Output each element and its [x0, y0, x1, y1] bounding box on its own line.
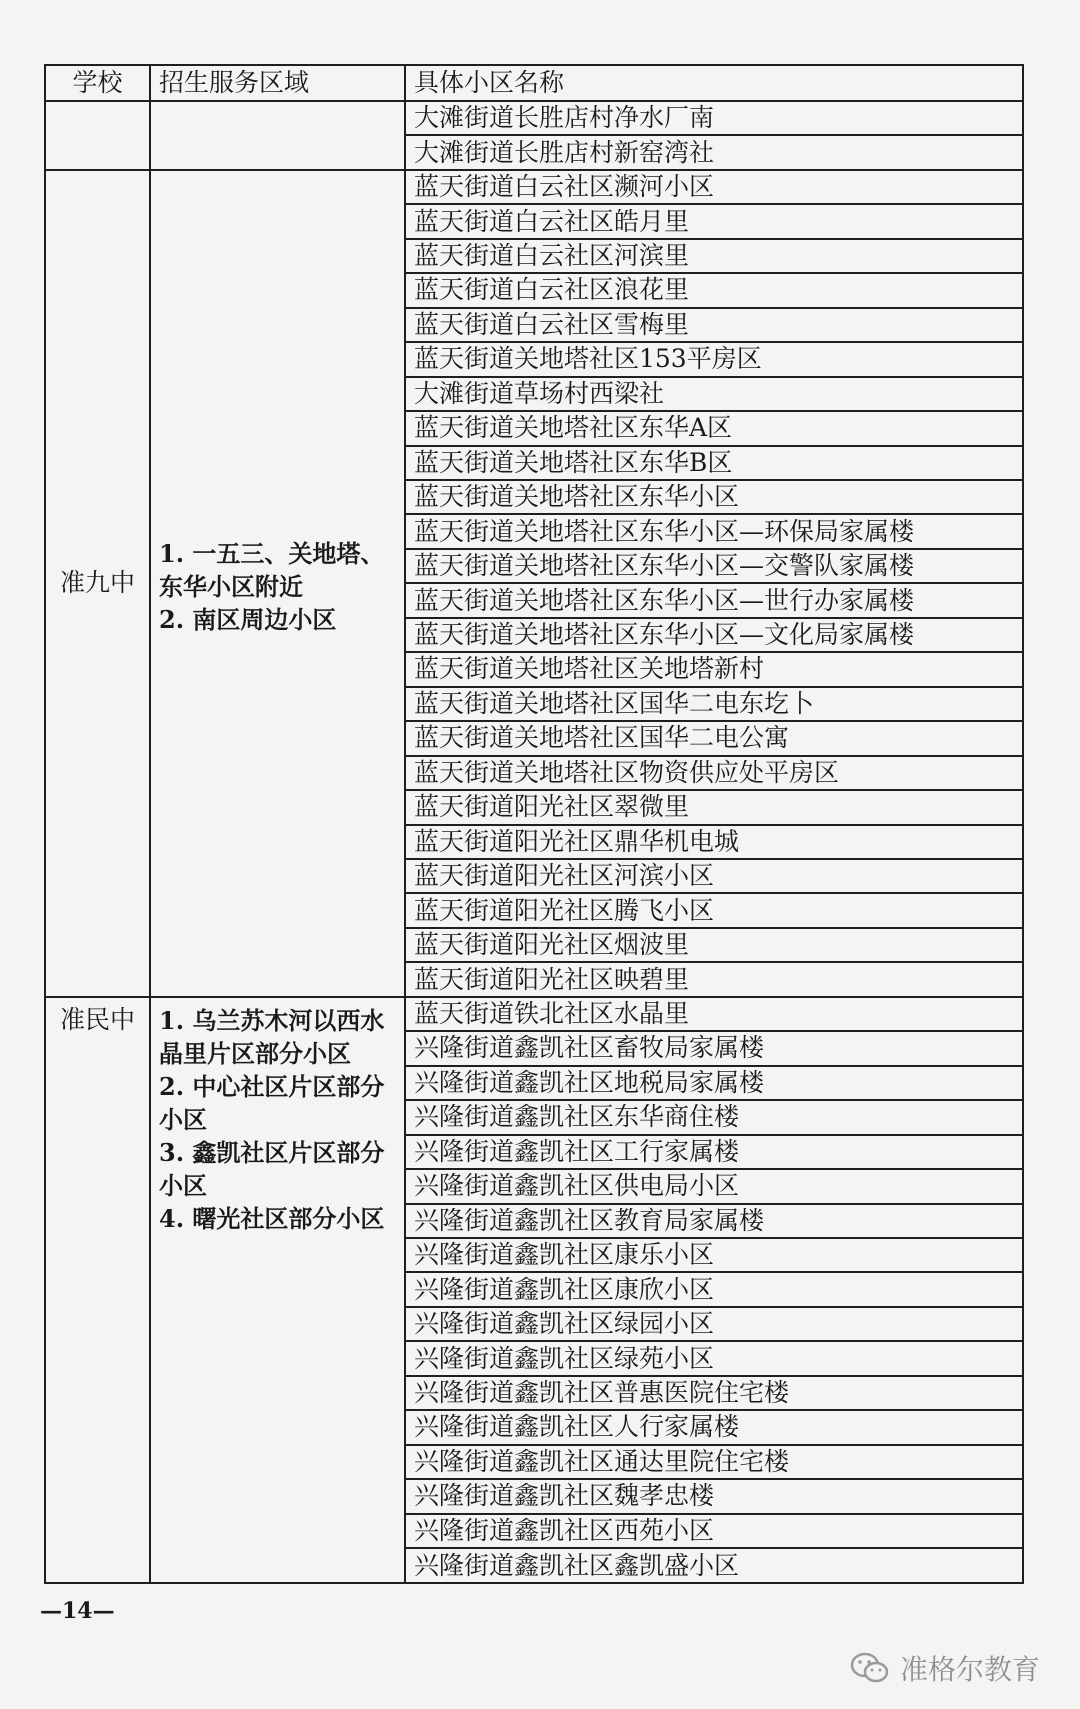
watermark-text: 准格尔教育 [899, 1653, 1040, 1686]
community-name-cell: 蓝天街道白云社区雪梅里 [405, 308, 1023, 342]
community-name-cell: 兴隆街道鑫凯社区人行家属楼 [405, 1410, 1023, 1444]
header-school: 学校 [45, 65, 150, 101]
school-cell: 准民中 [45, 997, 150, 1583]
table-header-row [45, 65, 1023, 101]
area-line: 2. 中心社区片区部分 [159, 1071, 385, 1101]
school-cell [45, 101, 150, 170]
community-name-cell: 蓝天街道白云社区皓月里 [405, 204, 1023, 238]
community-name-cell: 蓝天街道关地塔社区物资供应处平房区 [405, 756, 1023, 790]
community-name-cell: 蓝天街道阳光社区河滨小区 [405, 859, 1023, 893]
area-line: 4. 曙光社区部分小区 [159, 1203, 385, 1233]
community-name-cell: 大滩街道长胜店村新窑湾社 [405, 135, 1023, 169]
community-name-cell: 蓝天街道关地塔社区国华二电公寓 [405, 721, 1023, 755]
header-name: 具体小区名称 [405, 65, 1023, 101]
community-name-cell: 蓝天街道关地塔社区153平房区 [405, 342, 1023, 376]
area-line: 1. 一五三、关地塔、 [159, 538, 385, 568]
community-name-cell: 蓝天街道关地塔社区东华小区—世行办家属楼 [405, 583, 1023, 617]
community-name-cell: 兴隆街道鑫凯社区工行家属楼 [405, 1135, 1023, 1169]
community-name-cell: 兴隆街道鑫凯社区教育局家属楼 [405, 1204, 1023, 1238]
community-name-cell: 兴隆街道鑫凯社区魏孝忠楼 [405, 1479, 1023, 1513]
table-body [45, 101, 1023, 1583]
table-row [45, 997, 1023, 1031]
community-name-cell: 蓝天街道白云社区河滨里 [405, 239, 1023, 273]
enrollment-table [44, 64, 1024, 1584]
community-name-cell: 兴隆街道鑫凯社区绿苑小区 [405, 1341, 1023, 1375]
community-name-cell: 兴隆街道鑫凯社区普惠医院住宅楼 [405, 1376, 1023, 1410]
community-name-cell: 蓝天街道阳光社区映碧里 [405, 962, 1023, 996]
area-line: 3. 鑫凯社区片区部分 [159, 1137, 385, 1167]
community-name-cell: 大滩街道草场村西梁社 [405, 377, 1023, 411]
area-line: 小区 [159, 1170, 207, 1200]
community-name-cell: 兴隆街道鑫凯社区东华商住楼 [405, 1100, 1023, 1134]
area-line: 东华小区附近 [159, 571, 303, 601]
community-name-cell: 蓝天街道关地塔社区东华小区 [405, 480, 1023, 514]
community-name-cell: 蓝天街道铁北社区水晶里 [405, 997, 1023, 1031]
area-line: 2. 南区周边小区 [159, 604, 337, 634]
community-name-cell: 蓝天街道阳光社区翠微里 [405, 790, 1023, 824]
area-cell [150, 997, 405, 1583]
wechat-icon [850, 1651, 890, 1685]
table-row [45, 170, 1023, 204]
community-name-cell: 兴隆街道鑫凯社区鑫凯盛小区 [405, 1548, 1023, 1583]
community-name-cell: 兴隆街道鑫凯社区康乐小区 [405, 1238, 1023, 1272]
community-name-cell: 兴隆街道鑫凯社区康欣小区 [405, 1272, 1023, 1306]
area-cell [150, 101, 405, 170]
watermark [850, 1648, 1040, 1688]
community-name-cell: 蓝天街道关地塔社区东华小区—文化局家属楼 [405, 618, 1023, 652]
area-line: 晶里片区部分小区 [159, 1038, 351, 1068]
community-name-cell: 蓝天街道关地塔社区东华小区—交警队家属楼 [405, 549, 1023, 583]
page-number: —14— [40, 1598, 115, 1624]
community-name-cell: 蓝天街道关地塔社区关地塔新村 [405, 652, 1023, 686]
community-name-cell: 兴隆街道鑫凯社区通达里院住宅楼 [405, 1445, 1023, 1479]
table-row [45, 101, 1023, 135]
area-line: 小区 [159, 1104, 207, 1134]
school-cell: 准九中 [45, 170, 150, 997]
community-name-cell: 蓝天街道阳光社区鼎华机电城 [405, 825, 1023, 859]
community-name-cell: 兴隆街道鑫凯社区绿园小区 [405, 1307, 1023, 1341]
community-name-cell: 兴隆街道鑫凯社区畜牧局家属楼 [405, 1031, 1023, 1065]
area-cell [150, 170, 405, 997]
community-name-cell: 蓝天街道关地塔社区东华小区—环保局家属楼 [405, 514, 1023, 548]
community-name-cell: 兴隆街道鑫凯社区西苑小区 [405, 1514, 1023, 1548]
community-name-cell: 蓝天街道白云社区浪花里 [405, 273, 1023, 307]
community-name-cell: 蓝天街道白云社区濒河小区 [405, 170, 1023, 204]
community-name-cell: 蓝天街道阳光社区腾飞小区 [405, 893, 1023, 927]
community-name-cell: 蓝天街道关地塔社区国华二电东圪卜 [405, 687, 1023, 721]
area-line: 1. 乌兰苏木河以西水 [159, 1005, 385, 1035]
community-name-cell: 大滩街道长胜店村净水厂南 [405, 101, 1023, 135]
community-name-cell: 蓝天街道关地塔社区东华A区 [405, 411, 1023, 445]
community-name-cell: 兴隆街道鑫凯社区地税局家属楼 [405, 1066, 1023, 1100]
header-area: 招生服务区域 [150, 65, 405, 101]
community-name-cell: 蓝天街道阳光社区烟波里 [405, 928, 1023, 962]
community-name-cell: 蓝天街道关地塔社区东华B区 [405, 446, 1023, 480]
community-name-cell: 兴隆街道鑫凯社区供电局小区 [405, 1169, 1023, 1203]
